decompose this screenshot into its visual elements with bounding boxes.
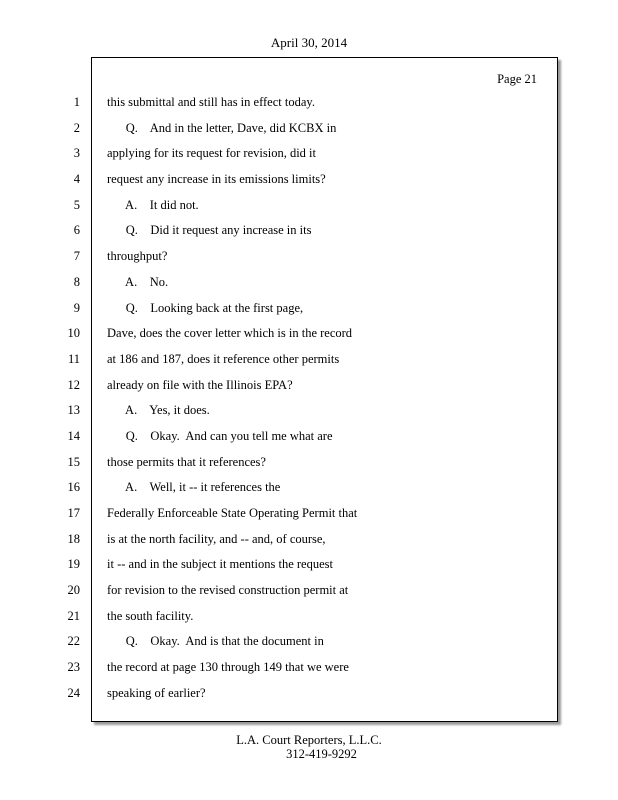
footer-phone: 312-419-9292 bbox=[286, 747, 357, 761]
footer bbox=[0, 733, 618, 761]
line-text: at 186 and 187, does it reference other permits bbox=[107, 351, 340, 366]
line-number: 15 bbox=[67, 454, 80, 469]
line-number: 20 bbox=[67, 583, 80, 598]
line-number: 2 bbox=[73, 120, 80, 135]
line-text: applying for its request for revision, did it bbox=[107, 146, 316, 161]
transcript-line bbox=[0, 451, 618, 477]
transcript-lines bbox=[0, 91, 618, 708]
line-text: for revision to the revised construction permit at bbox=[107, 583, 349, 598]
transcript-line bbox=[0, 374, 618, 400]
line-text: is at the north facility, and -- and, of course, bbox=[107, 531, 326, 546]
header-date: April 30, 2014 bbox=[270, 35, 348, 50]
transcript-line bbox=[0, 656, 618, 682]
transcript-line bbox=[0, 297, 618, 323]
page-number: Page 21 bbox=[497, 72, 537, 86]
line-number: 19 bbox=[67, 557, 80, 572]
line-number: 17 bbox=[67, 506, 80, 520]
transcript-line bbox=[0, 682, 618, 708]
line-text: throughput? bbox=[107, 249, 168, 264]
line-number: 6 bbox=[73, 223, 80, 238]
line-text: A. Yes, it does. bbox=[107, 403, 210, 418]
line-number: 5 bbox=[73, 197, 80, 212]
line-text: Q. And in the letter, Dave, did KCBX in bbox=[107, 120, 337, 135]
transcript-line bbox=[0, 528, 618, 554]
transcript-line bbox=[0, 117, 618, 143]
line-text: Q. Did it request any increase in its bbox=[107, 223, 312, 238]
transcript-line bbox=[0, 271, 618, 297]
line-number: 13 bbox=[67, 403, 80, 418]
line-number: 7 bbox=[73, 249, 80, 264]
line-text: it -- and in the subject it mentions the request bbox=[107, 557, 333, 572]
line-text: Q. Okay. And can you tell me what are bbox=[107, 428, 333, 443]
line-number: 16 bbox=[67, 480, 80, 495]
transcript-line bbox=[0, 502, 618, 528]
line-number: 9 bbox=[73, 300, 80, 315]
transcript-line bbox=[0, 142, 618, 168]
line-number: 14 bbox=[67, 428, 80, 443]
line-number: 21 bbox=[67, 608, 80, 623]
line-number: 4 bbox=[73, 172, 80, 187]
line-text: Q. Okay. And is that the document in bbox=[107, 634, 324, 649]
line-text: A. It did not. bbox=[107, 197, 199, 212]
transcript-line bbox=[0, 322, 618, 348]
line-text: request any increase in its emissions limits? bbox=[107, 172, 326, 187]
line-number: 24 bbox=[67, 685, 80, 700]
transcript-line bbox=[0, 399, 618, 425]
transcript-line bbox=[0, 630, 618, 656]
line-text: already on file with the Illinois EPA? bbox=[107, 377, 293, 392]
transcript-line bbox=[0, 219, 618, 245]
line-number: 3 bbox=[73, 146, 80, 161]
line-number: 18 bbox=[67, 531, 80, 546]
transcript-line bbox=[0, 168, 618, 194]
line-text: A. Well, it -- it references the bbox=[107, 480, 281, 495]
line-number: 8 bbox=[73, 274, 80, 289]
line-text: Federally Enforceable State Operating Permit that bbox=[107, 506, 358, 520]
transcript-line bbox=[0, 194, 618, 220]
line-text: Dave, does the cover letter which is in the record bbox=[107, 326, 353, 341]
line-number: 12 bbox=[67, 377, 80, 392]
line-text: the record at page 130 through 149 that we were bbox=[107, 660, 349, 675]
line-text: speaking of earlier? bbox=[107, 685, 206, 700]
transcript-line bbox=[0, 91, 618, 117]
line-number: 23 bbox=[67, 660, 80, 675]
line-number: 1 bbox=[73, 95, 80, 109]
line-text: those permits that it references? bbox=[107, 454, 266, 469]
transcript-line bbox=[0, 553, 618, 579]
line-text: the south facility. bbox=[107, 608, 194, 623]
transcript-line bbox=[0, 245, 618, 271]
footer-company: L.A. Court Reporters, L.L.C. bbox=[236, 733, 382, 747]
line-text: Q. Looking back at the first page, bbox=[107, 300, 304, 315]
line-text: this submittal and still has in effect today. bbox=[107, 95, 315, 109]
line-number: 11 bbox=[67, 351, 80, 366]
transcript-line bbox=[0, 425, 618, 451]
transcript-line bbox=[0, 476, 618, 502]
line-number: 22 bbox=[67, 634, 80, 649]
transcript-line bbox=[0, 348, 618, 374]
transcript-line bbox=[0, 579, 618, 605]
line-text: A. No. bbox=[107, 274, 169, 289]
line-number: 10 bbox=[67, 326, 80, 341]
transcript-line bbox=[0, 605, 618, 631]
